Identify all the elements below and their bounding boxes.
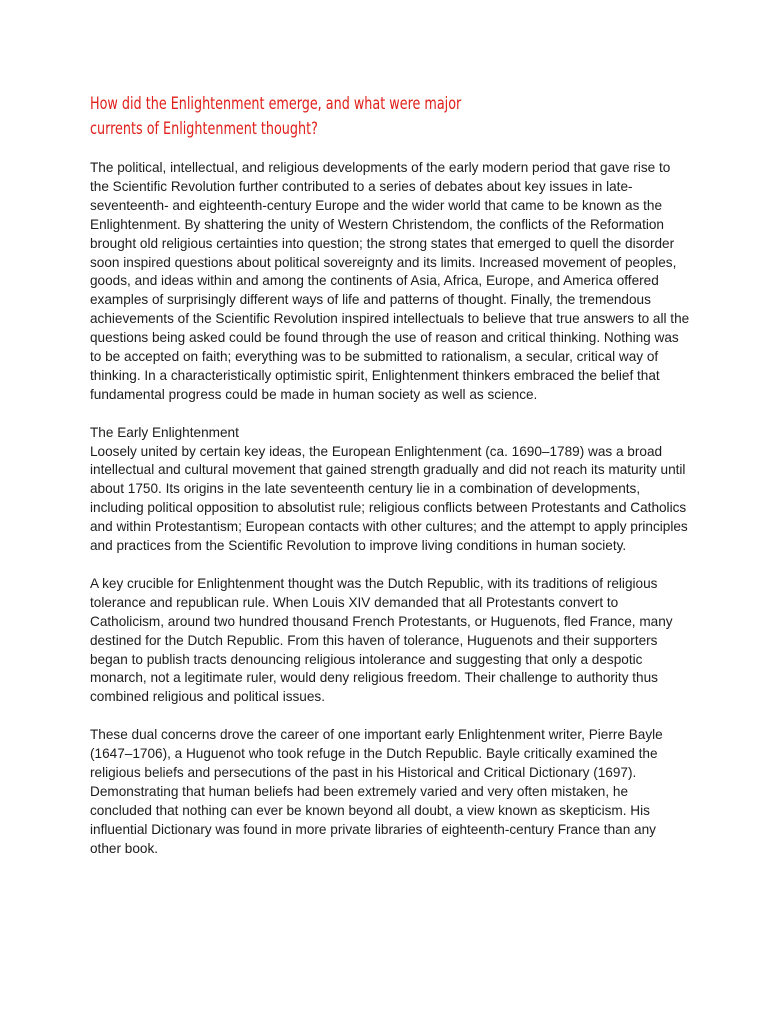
page-title [90, 91, 462, 141]
title-line-2: currents of Enlightenment thought? [90, 119, 318, 138]
paragraph-early-enlightenment: Loosely united by certain key ideas, the European Enlightenment (ca. 1690–1789) was a broad intellectual and cultural movement that gained strength gradually and did not reach its maturity until about 1750. Its origins in the late seventeenth century lie in a combination of developments, including political opposition to absolutist rule; religious conflicts between Protestants and Catholics and within Protestantism; European contacts with other cultures; and the attempt to apply principles and practices from the Scientific Revolution to improve living conditions in human society. [90, 443, 688, 554]
section-early-enlightenment [90, 424, 690, 556]
document-body [90, 159, 690, 877]
paragraph-pierre-bayle: These dual concerns drove the career of one important early Enlightenment writer, Pierre Bayle (1647–1706), a Huguenot who took refuge in the Dutch Republic. Bayle critically examined the religious beliefs and persecutions of the past in his Historical and Critical Dictionary (1697). Demonstrating that human beliefs had been extremely varied and very often mistaken, he concluded that nothing can ever be known beyond all doubt, a view known as skepticism. His influential Dictionary was found in more private libraries of eighteenth-century France than any other book. [90, 727, 663, 856]
paragraph-intro: The political, intellectual, and religious developments of the early modern period that gave rise to the Scientific Revolution further contributed to a series of debates about key issues in late-seventeenth- and eighteenth-century Europe and the wider world that came to be known as the Enlightenment. By shattering the unity of Western Christendom, the conflicts of the Reformation brought old religious certainties into question; the strong states that emerged to quell the disorder soon inspired questions about political sovereignty and its limits. Increased movement of peoples, goods, and ideas within and among the continents of Asia, Africa, Europe, and America offered examples of surprisingly different ways of life and patterns of thought. Finally, the tremendous achievements of the Scientific Revolution inspired intellectuals to believe that true answers to all the questions being asked could be found through the use of reason and critical thinking. Nothing was to be accepted on faith; everything was to be submitted to rationalism, a secular, critical way of thinking. In a characteristically optimistic spirit, Enlightenment thinkers embraced the belief that fundamental progress could be made in human society as well as science. [90, 160, 690, 402]
paragraph-dutch-republic: A key crucible for Enlightenment thought was the Dutch Republic, with its traditions of religious tolerance and republican rule. When Louis XIV demanded that all Protestants convert to Catholicism, around two hundred thousand French Protestants, or Huguenots, fled France, many destined for the Dutch Republic. From this haven of tolerance, Huguenots and their supporters began to publish tracts denouncing religious intolerance and suggesting that only a despotic monarch, not a legitimate ruler, would deny religious freedom. Their challenge to authority thus combined religious and political issues. [90, 575, 673, 705]
section-heading: The Early Enlightenment [90, 424, 239, 440]
title-line-1: How did the Enlightenment emerge, and what were major [90, 94, 462, 113]
